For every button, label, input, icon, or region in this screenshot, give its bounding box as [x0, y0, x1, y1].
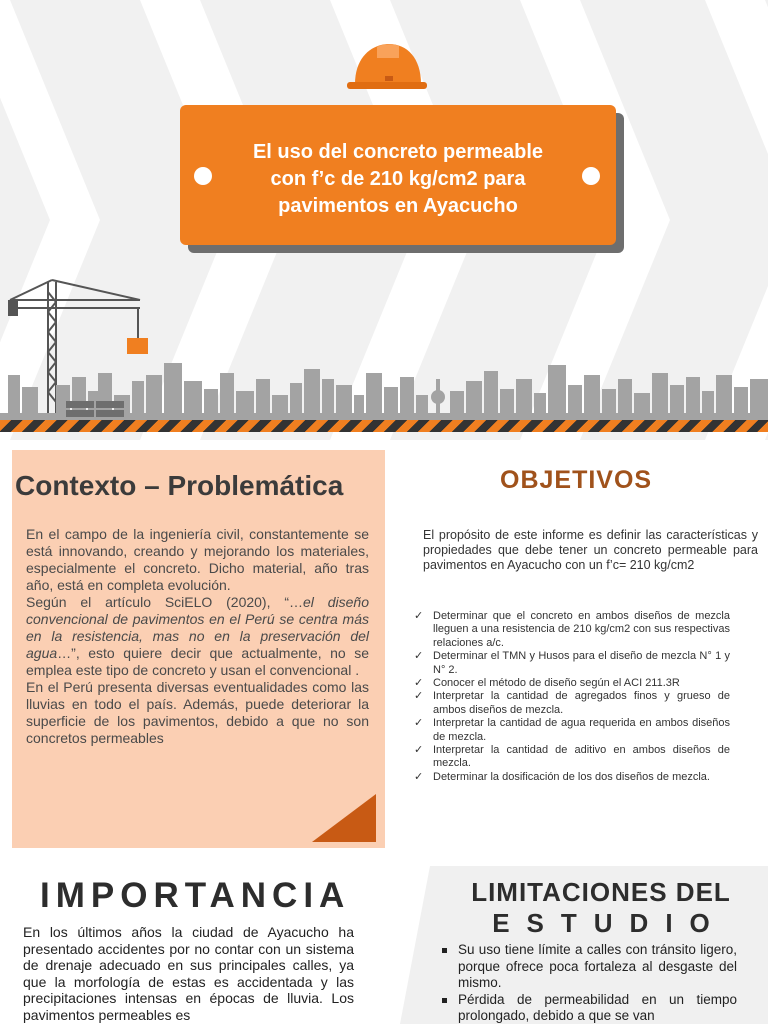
- limitaciones-title-line-1: LIMITACIONES DEL: [471, 877, 731, 907]
- objetivo-text: Interpretar la cantidad de agua requerida en ambos diseños de mezcla.: [433, 717, 730, 743]
- checkmark-icon: ✓: [414, 650, 424, 663]
- checkmark-icon: ✓: [414, 610, 424, 622]
- bullet-square-icon: [442, 998, 447, 1003]
- checkmark-icon: ✓: [414, 717, 424, 730]
- objetivo-item: [414, 771, 730, 784]
- objetivos-list: [414, 610, 730, 784]
- objetivo-item: [414, 717, 730, 744]
- limitaciones-list: [440, 942, 737, 1025]
- importancia-title: IMPORTANCIA: [40, 876, 351, 915]
- banner-title: El uso del concreto permeable con f’c de 210 kg/cm2 para pavimentos en Ayacucho: [252, 141, 544, 217]
- header-illustration: [0, 0, 768, 440]
- objetivo-item: [414, 650, 730, 677]
- objetivo-text: Determinar la dosificación de los dos diseños de mezcla.: [433, 770, 710, 783]
- title-banner: [180, 105, 616, 245]
- limitaciones-title-line-2: ESTUDIO: [492, 908, 727, 938]
- hazard-stripe: [0, 420, 768, 432]
- checkmark-icon: ✓: [414, 744, 424, 757]
- hard-hat-icon: [345, 40, 429, 94]
- objetivos-intro: El propósito de este informe es definir las características y propiedades que debe tener un concreto permeable para pavimentos en Ayacucho con un f’c= 210 kg/cm2: [423, 528, 758, 572]
- contexto-citation-lead: Según el artículo SciELO (2020), “…: [26, 594, 303, 610]
- checkmark-icon: ✓: [414, 690, 424, 703]
- objetivo-item: [414, 610, 730, 650]
- objetivo-item: [414, 690, 730, 717]
- banner-hole-right: [582, 167, 600, 185]
- banner-hole-left: [194, 167, 212, 185]
- checkmark-icon: ✓: [414, 770, 424, 783]
- contexto-paragraph-1: En el campo de la ingeniería civil, constantemente se está innovando, creando y mejorando los materiales, especialmente el concreto. Dicho material, año tras año, está en completa evolución.: [26, 526, 369, 593]
- checkmark-icon: ✓: [414, 677, 424, 690]
- contexto-body: [26, 526, 369, 747]
- objetivo-text: Interpretar la cantidad de agregados finos y grueso de ambos diseños de mezcla.: [433, 690, 730, 716]
- contexto-quote: el diseño convencional de pavimentos en el Perú se centra más en la resistencia, mas no en la preservación del agua: [26, 594, 369, 661]
- contexto-panel: [12, 450, 385, 848]
- corner-triangle-decoration: [312, 794, 376, 842]
- contexto-title: Contexto – Problemática: [15, 470, 344, 501]
- contexto-paragraph-3: En el Perú presenta diversas eventualidades como las lluvias en todo el país. Además, puede deteriorar la superficie de los pavimentos, debido a que no son concretos permeables: [26, 679, 369, 746]
- objetivo-item: [414, 744, 730, 771]
- limitacion-item: [440, 992, 737, 1025]
- limitaciones-title: [450, 876, 752, 938]
- objetivo-text: Interpretar la cantidad de aditivo en ambos diseños de mezcla.: [433, 744, 730, 770]
- contexto-citation-tail: …”, esto quiere decir que actualmente, no se emplea este tipo de concreto y usan el convencional .: [26, 645, 369, 678]
- limitacion-text: Su uso tiene límite a calles con tránsito ligero, porque ofrece poca fortaleza al desgaste del mismo.: [458, 942, 737, 990]
- city-skyline-icon: [0, 355, 768, 420]
- objetivo-text: Determinar que el concreto en ambos diseños de mezcla lleguen a una resistencia de 210 kg/cm2 con sus respectivas relaciones a/c.: [433, 610, 730, 649]
- objetivo-text: Determinar el TMN y Husos para el diseño de mezcla N° 1 y N° 2.: [433, 650, 730, 676]
- limitacion-item: [440, 942, 737, 992]
- objetivo-text: Conocer el método de diseño según el ACI 211.3R: [433, 677, 680, 690]
- objetivo-item: [414, 677, 730, 690]
- contexto-paragraph-2: [26, 594, 369, 679]
- bullet-square-icon: [442, 948, 447, 953]
- importancia-body: En los últimos años la ciudad de Ayacucho ha presentado accidentes por no contar con un sistema de drenaje adecuado en sus principales calles, ya que la morfología de estas es accidentada y las precipitaciones intensas en épocas de lluvia. Los pavimentos permeables es: [23, 924, 354, 1023]
- objetivos-title: OBJETIVOS: [500, 466, 653, 494]
- limitacion-text: Pérdida de permeabilidad en un tiempo prolongado, debido a que se van: [458, 991, 737, 1023]
